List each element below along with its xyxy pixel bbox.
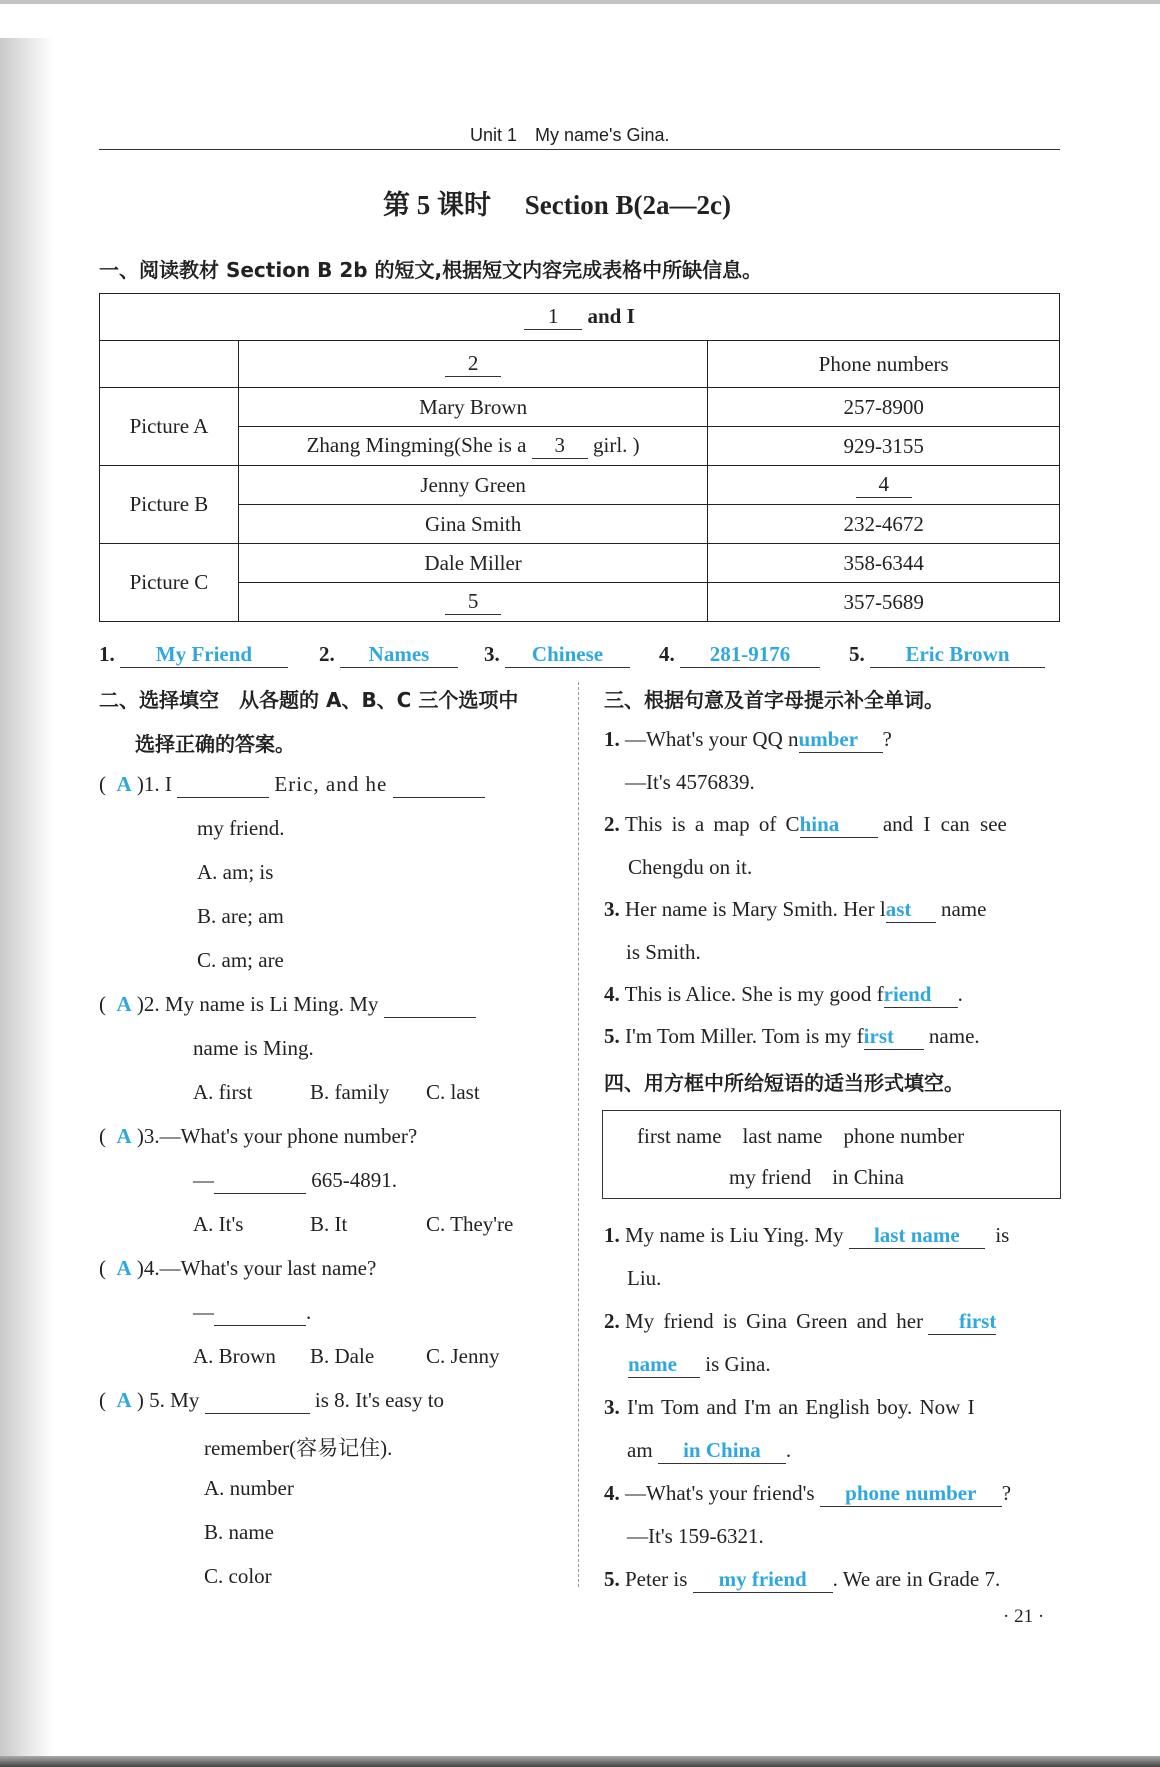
phrase-answer: my friend bbox=[693, 1567, 833, 1593]
table-header-phone: Phone numbers bbox=[708, 341, 1060, 388]
table-cell-name: Gina Smith bbox=[238, 505, 708, 544]
phrase-question-3-cont: am in China . bbox=[627, 1438, 792, 1462]
mc-answer: A bbox=[116, 1124, 132, 1148]
fill-answer: riend bbox=[884, 982, 958, 1008]
fill-answer: irst bbox=[864, 1024, 924, 1050]
option-b: B. are; am bbox=[197, 904, 284, 928]
mc-answer: A bbox=[116, 1256, 132, 1280]
fill-question-3: 3. Her name is Mary Smith. Her last name bbox=[604, 897, 987, 921]
word-box-line-1: first name last name phone number bbox=[637, 1124, 965, 1148]
answer-num: 2. bbox=[319, 642, 335, 666]
blank-3: 3 bbox=[532, 434, 588, 458]
answer-value: Chinese bbox=[505, 642, 630, 668]
blank-1: 1 bbox=[524, 305, 582, 329]
mc-question-4: ( A )4.—What's your last name? bbox=[99, 1256, 377, 1280]
fill-question-1-cont: —It's 4576839. bbox=[625, 770, 755, 794]
phrase-question-5: 5. Peter is my friend . We are in Grade 7. bbox=[604, 1567, 1001, 1591]
table-cell-phone: 232-4672 bbox=[708, 505, 1060, 544]
group-picture-b: Picture B bbox=[100, 466, 239, 544]
word-box-line-2: my friend in China bbox=[729, 1165, 904, 1189]
table-cell-name: Mary Brown bbox=[238, 388, 708, 427]
answer-line bbox=[849, 642, 1045, 668]
answer-value: Eric Brown bbox=[870, 642, 1045, 668]
table-cell-phone: 358-6344 bbox=[708, 544, 1060, 583]
option-b: B. family bbox=[310, 1080, 390, 1104]
phrase-answer: in China bbox=[658, 1438, 786, 1464]
option-a: A. number bbox=[204, 1476, 294, 1500]
answer-line bbox=[99, 642, 288, 668]
mc-question-1: ( A )1. I Eric, and he bbox=[99, 772, 485, 798]
option-b: B. name bbox=[204, 1520, 274, 1544]
header-rule bbox=[99, 149, 1060, 150]
option-a: A. first bbox=[193, 1080, 253, 1104]
answer-line bbox=[484, 642, 630, 668]
fill-question-1: 1. —What's your QQ number ? bbox=[604, 727, 892, 751]
part3-heading: 三、根据句意及首字母提示补全单词。 bbox=[604, 688, 944, 712]
blank-5: 5 bbox=[445, 590, 501, 614]
blank-2: 2 bbox=[445, 352, 501, 376]
bottom-edge bbox=[0, 1756, 1160, 1767]
phrase-answer: last name bbox=[849, 1223, 985, 1249]
part4-heading: 四、用方框中所给短语的适当形式填空。 bbox=[604, 1071, 964, 1095]
mc-question-1-cont: my friend. bbox=[197, 816, 285, 840]
part1-heading: 一、阅读教材 Section B 2b 的短文,根据短文内容完成表格中所缺信息。 bbox=[99, 258, 763, 282]
table-cell-phone bbox=[708, 466, 1060, 505]
table-cell-name: Zhang Mingming(She is a 3 girl. ) bbox=[238, 427, 708, 466]
option-a: A. am; is bbox=[197, 860, 274, 884]
blank-4: 4 bbox=[856, 473, 912, 497]
table-cell-name bbox=[238, 583, 708, 622]
table-cell-name: Dale Miller bbox=[238, 544, 708, 583]
answer-num: 1. bbox=[99, 642, 115, 666]
phrase-question-1-cont: Liu. bbox=[627, 1266, 662, 1290]
option-c: C. Jenny bbox=[426, 1344, 500, 1368]
page-title: 第 5 课时 Section B(2a—2c) bbox=[383, 190, 731, 220]
option-c: C. last bbox=[426, 1080, 480, 1104]
fill-question-3-cont: is Smith. bbox=[626, 940, 701, 964]
table-title-cell bbox=[100, 294, 1060, 341]
answer-line bbox=[319, 642, 458, 668]
answer-value: 281-9176 bbox=[680, 642, 820, 668]
phrase-question-2: 2. My friend is Gina Green and her first bbox=[604, 1309, 997, 1333]
fill-question-2-cont: Chengdu on it. bbox=[628, 855, 753, 879]
option-c: C. color bbox=[204, 1564, 272, 1588]
answer-value: Names bbox=[340, 642, 458, 668]
mc-answer: A bbox=[116, 992, 132, 1016]
running-header: Unit 1 My name's Gina. bbox=[470, 125, 670, 145]
phrase-question-4: 4. —What's your friend's phone number ? bbox=[604, 1481, 1012, 1505]
phrase-answer: phone number bbox=[820, 1481, 1002, 1507]
mc-question-5: ( A ) 5. My is 8. It's easy to bbox=[99, 1388, 445, 1412]
answer-value: My Friend bbox=[120, 642, 288, 668]
phrase-question-3: 3. I'm Tom and I'm an English boy. Now I bbox=[604, 1395, 975, 1419]
mc-question-2: ( A )2. My name is Li Ming. My bbox=[99, 992, 476, 1018]
mc-question-3: ( A )3.—What's your phone number? bbox=[99, 1124, 418, 1148]
option-c: C. am; are bbox=[197, 948, 284, 972]
fill-answer: umber bbox=[799, 727, 883, 753]
table-corner-cell bbox=[100, 341, 239, 388]
group-picture-c: Picture C bbox=[100, 544, 239, 622]
page-number: · 21 · bbox=[1003, 1606, 1045, 1627]
table-cell-phone: 357-5689 bbox=[708, 583, 1060, 622]
table-header-names bbox=[238, 341, 708, 388]
mc-question-3-cont: — 665-4891. bbox=[193, 1168, 397, 1192]
table-title-text: and I bbox=[587, 304, 635, 329]
option-b: B. It bbox=[310, 1212, 348, 1236]
phrase-answer: name bbox=[628, 1352, 700, 1378]
answer-num: 5. bbox=[849, 642, 865, 666]
info-table bbox=[99, 293, 1060, 622]
answer-num: 4. bbox=[659, 642, 675, 666]
option-b: B. Dale bbox=[310, 1344, 375, 1368]
phrase-question-4-cont: —It's 159-6321. bbox=[627, 1524, 764, 1548]
answer-line bbox=[659, 642, 820, 668]
fill-question-4: 4. This is Alice. She is my good friend . bbox=[604, 982, 963, 1006]
phrase-question-2-cont: name is Gina. bbox=[628, 1352, 771, 1376]
page-shadow bbox=[0, 38, 52, 1756]
option-a: A. It's bbox=[193, 1212, 244, 1236]
mc-question-5-cont: remember(容易记住). bbox=[204, 1436, 393, 1460]
part2-heading: 二、选择填空 从各题的 A、B、C 三个选项中 bbox=[99, 688, 519, 712]
option-a: A. Brown bbox=[193, 1344, 276, 1368]
phrase-answer: first bbox=[928, 1309, 996, 1335]
part2-heading-cont: 选择正确的答案。 bbox=[135, 732, 295, 756]
fill-question-5: 5. I'm Tom Miller. Tom is my first name. bbox=[604, 1024, 980, 1048]
group-picture-a: Picture A bbox=[100, 388, 239, 466]
table-cell-phone: 257-8900 bbox=[708, 388, 1060, 427]
fill-question-2: 2. This is a map of China and I can see bbox=[604, 812, 1007, 836]
mc-question-2-cont: name is Ming. bbox=[193, 1036, 314, 1060]
table-cell-name: Jenny Green bbox=[238, 466, 708, 505]
answer-num: 3. bbox=[484, 642, 500, 666]
table-cell-phone: 929-3155 bbox=[708, 427, 1060, 466]
mc-question-4-cont: — . bbox=[193, 1300, 312, 1324]
mc-answer: A bbox=[116, 772, 132, 796]
mc-answer: A bbox=[116, 1388, 132, 1412]
option-c: C. They're bbox=[426, 1212, 514, 1236]
column-divider bbox=[578, 682, 579, 1587]
fill-answer: hina bbox=[800, 812, 878, 838]
fill-answer: ast bbox=[886, 897, 936, 923]
phrase-question-1: 1. My name is Liu Ying. My last name is bbox=[604, 1223, 1010, 1247]
